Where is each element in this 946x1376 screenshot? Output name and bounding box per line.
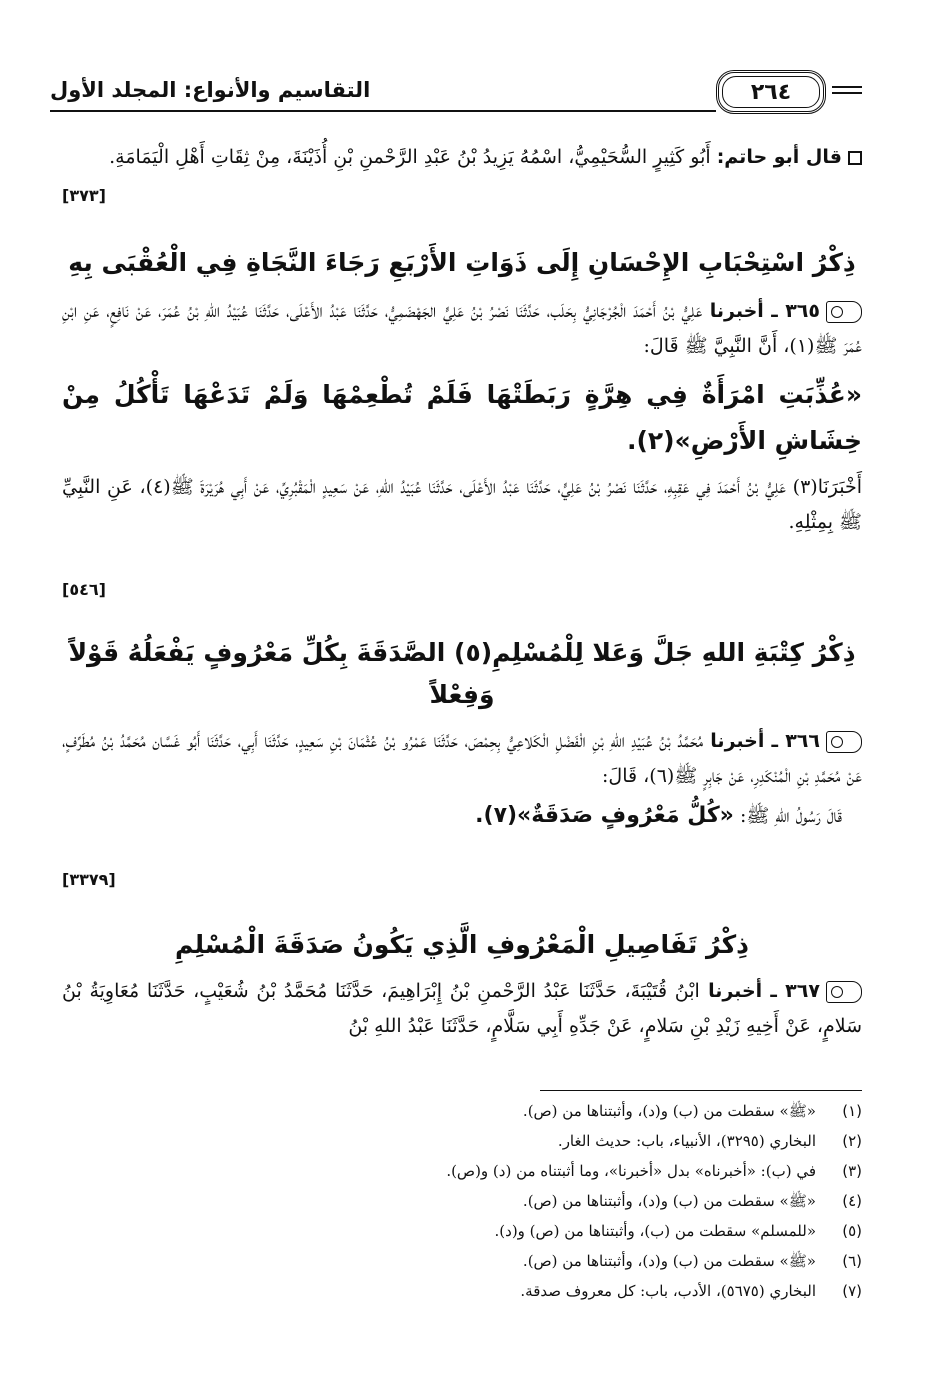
- section-2-text: مُحَمَّدُ بْنُ عُبَيْدِ اللهِ بْنِ الْفَضْلِ الْكَلاعِيُّ بِحِمْصَ، حَدَّثَنَا عَمْرُو بْنُ عُثْمَانَ بْنِ سَعِيدٍ، حَدَّثَنَا أَبِي، حَدَّثَنَا أَبُو غَسَّان مُحَمَّدُ بْنُ مُطَرِّفٍ، عَنْ مُحَمَّدِ بْنِ الْمُنْكَدِرِ، عَنْ جَابِرٍ ﷺ(٦)، قَالَ:: [62, 730, 862, 787]
- header-rule: [50, 110, 716, 112]
- header-ornament: [832, 86, 862, 94]
- section-1-heading: ذِكْرُ اسْتِحْبَابِ الإِحْسَانِ إِلَى ذَوَاتِ الأَرْبَعِ رَجَاءَ النَّجَاةِ فِي الْعُقْبَى بِهِ: [68, 248, 856, 277]
- section-2-ref: [٣٣٧٩]: [62, 870, 116, 889]
- section-2-hadith-label: ـ أخبرنا: [710, 730, 779, 752]
- section-1-hadith-number: ٣٦٥: [785, 300, 820, 322]
- section-1-ref: [٥٤٦]: [62, 580, 106, 599]
- section-1-extra: أَخْبَرَنَا(٣) عَلِيُّ بْنُ أَحْمَدَ فِي عَقِبِهِ، حَدَّثَنَا نَصْرُ بْنُ عَلِيٍّ، حَدَّثَنَا عَبْدُ الأَعْلَى، حَدَّثَنَا عُبَيْدُ اللهِ، عَنْ سَعِيدٍ الْمَقْبُرِيِّ، عَنْ أَبِي هُرَيْرَةَ ﷺ(٤)، عَنِ النَّبِيِّ ﷺ بِمِثْلِهِ.: [62, 476, 863, 533]
- book-title: التقاسيم والأنواع: المجلد الأول: [50, 78, 371, 102]
- intro-ref: [٣٧٣]: [62, 186, 106, 205]
- footnote: (١)«ﷺ» سقطت من (ب) و(د)، وأثبتناها من (ص).: [522, 1102, 862, 1120]
- section-2-quote-line: [62, 798, 862, 834]
- section-2-hadith-number: ٣٦٦: [785, 730, 820, 752]
- footnote: (٦)«ﷺ» سقطت من (ب) و(د)، وأثبتناها من (ص).: [522, 1252, 862, 1270]
- footnote: (٢)البخاري (٣٢٩٥)، الأنبياء، باب: حديث الغار.: [557, 1132, 862, 1150]
- intro-label: قال أبو حاتم:: [716, 146, 842, 168]
- section-3: [62, 924, 862, 1044]
- footnote: (٥)«للمسلم» سقطت من (ب)، وأثبتناها من (ص) و(د).: [494, 1222, 862, 1240]
- intro-text: أَبُو كَثِيرٍ السُّحَيْمِيُّ، اسْمُهُ يَزِيدُ بْنُ عَبْدِ الرَّحْمنِ بْنِ أُذَيْنَةَ، مِنْ ثِقَاتِ أَهْلِ الْيَمَامَةِ.: [109, 146, 711, 168]
- footnote: (٣)في (ب): «أخبرناه» بدل «أخبرنا»، وما أثبتناه من (د) و(ص).: [446, 1162, 862, 1180]
- section-1-hadith-label: ـ أخبرنا: [709, 300, 778, 322]
- page-header: [50, 70, 862, 126]
- section-1: [62, 242, 863, 599]
- hadith-marker-icon: [826, 301, 862, 323]
- section-1-text: عَلِيُّ بْنُ أَحْمَدَ الْجُرْجَانِيُّ بِحَلَب، حَدَّثَنَا نَصْرُ بْنُ عَلِيٍّ الجَهْضَمِيُّ، حَدَّثَنَا عَبْدُ الأَعْلَى، حَدَّثَنَا عُبَيْدُ اللهِ بْنُ عُمَرَ، عَنْ نَافِعٍ، عَنِ ابْنِ عُمَرَ ﷺ(١)، أَنَّ النَّبِيَّ ﷺ قَالَ:: [62, 300, 862, 357]
- footnotes: [62, 1096, 862, 1306]
- section-3-hadith-number: ٣٦٧: [785, 980, 820, 1002]
- section-3-chain: [62, 974, 862, 1044]
- section-3-hadith-label: ـ أخبرنا: [708, 980, 777, 1002]
- footnote: (٤)«ﷺ» سقطت من (ب) و(د)، وأثبتناها من (ص).: [522, 1192, 862, 1210]
- page-number: [716, 70, 826, 114]
- section-2-chain: [62, 724, 862, 794]
- section-2-quote-intro: قَالَ رَسُولُ اللهِ ﷺ:: [739, 805, 842, 827]
- section-2-quote: «كُلُّ مَعْرُوفٍ صَدَقَةٌ»(٧).: [475, 803, 734, 828]
- section-1-chain: [62, 294, 862, 364]
- page-number-text: ٢٦٤: [750, 79, 792, 105]
- footnote-rule: [540, 1090, 862, 1091]
- section-1-quote: «عُذِّبَتِ امْرَأَةٌ فِي هِرَّةٍ رَبَطَتْهَا فَلَمْ تُطْعِمْهَا وَلَمْ تَدَعْهَا تَأْكُلُ مِنْ خِشَاشِ الأَرْضِ»(٢).: [62, 380, 862, 455]
- hadith-marker-icon: [826, 981, 862, 1003]
- section-2-heading: ذِكْرُ كِتْبَةِ اللهِ جَلَّ وَعَلا لِلْمُسْلِمِ(٥) الصَّدَقَةَ بِكُلِّ مَعْرُوفٍ يَفْعَلُهُ قَوْلاً وَفِعْلاً: [68, 638, 856, 709]
- section-3-text: ابْنُ قُتَيْبَةَ، حَدَّثَنَا عَبْدُ الرَّحْمنِ بْنُ إِبْرَاهِيمَ، حَدَّثَنَا مُحَمَّدُ بْنُ شُعَيْبٍ، حَدَّثَنَا مُعَاوِيَةُ بْنُ سَلامٍ، عَنْ أَخِيهِ زَيْدِ بْنِ سَلامٍ، عَنْ جَدِّهِ أَبِي سَلَّامٍ، حَدَّثَنَا عَبْدُ اللهِ بْنُ: [62, 980, 862, 1037]
- hadith-marker-icon: [826, 731, 862, 753]
- square-icon: [848, 151, 862, 165]
- section-3-heading: ذِكْرُ تَفَاصِيلِ الْمَعْرُوفِ الَّذِي يَكُونُ صَدَقَةَ الْمُسْلِمِ: [175, 930, 749, 959]
- intro-paragraph: [62, 140, 862, 205]
- footnote: (٧)البخاري (٥٦٧٥)، الأدب، باب: كل معروف صدقة.: [520, 1282, 862, 1300]
- section-2: [62, 632, 862, 889]
